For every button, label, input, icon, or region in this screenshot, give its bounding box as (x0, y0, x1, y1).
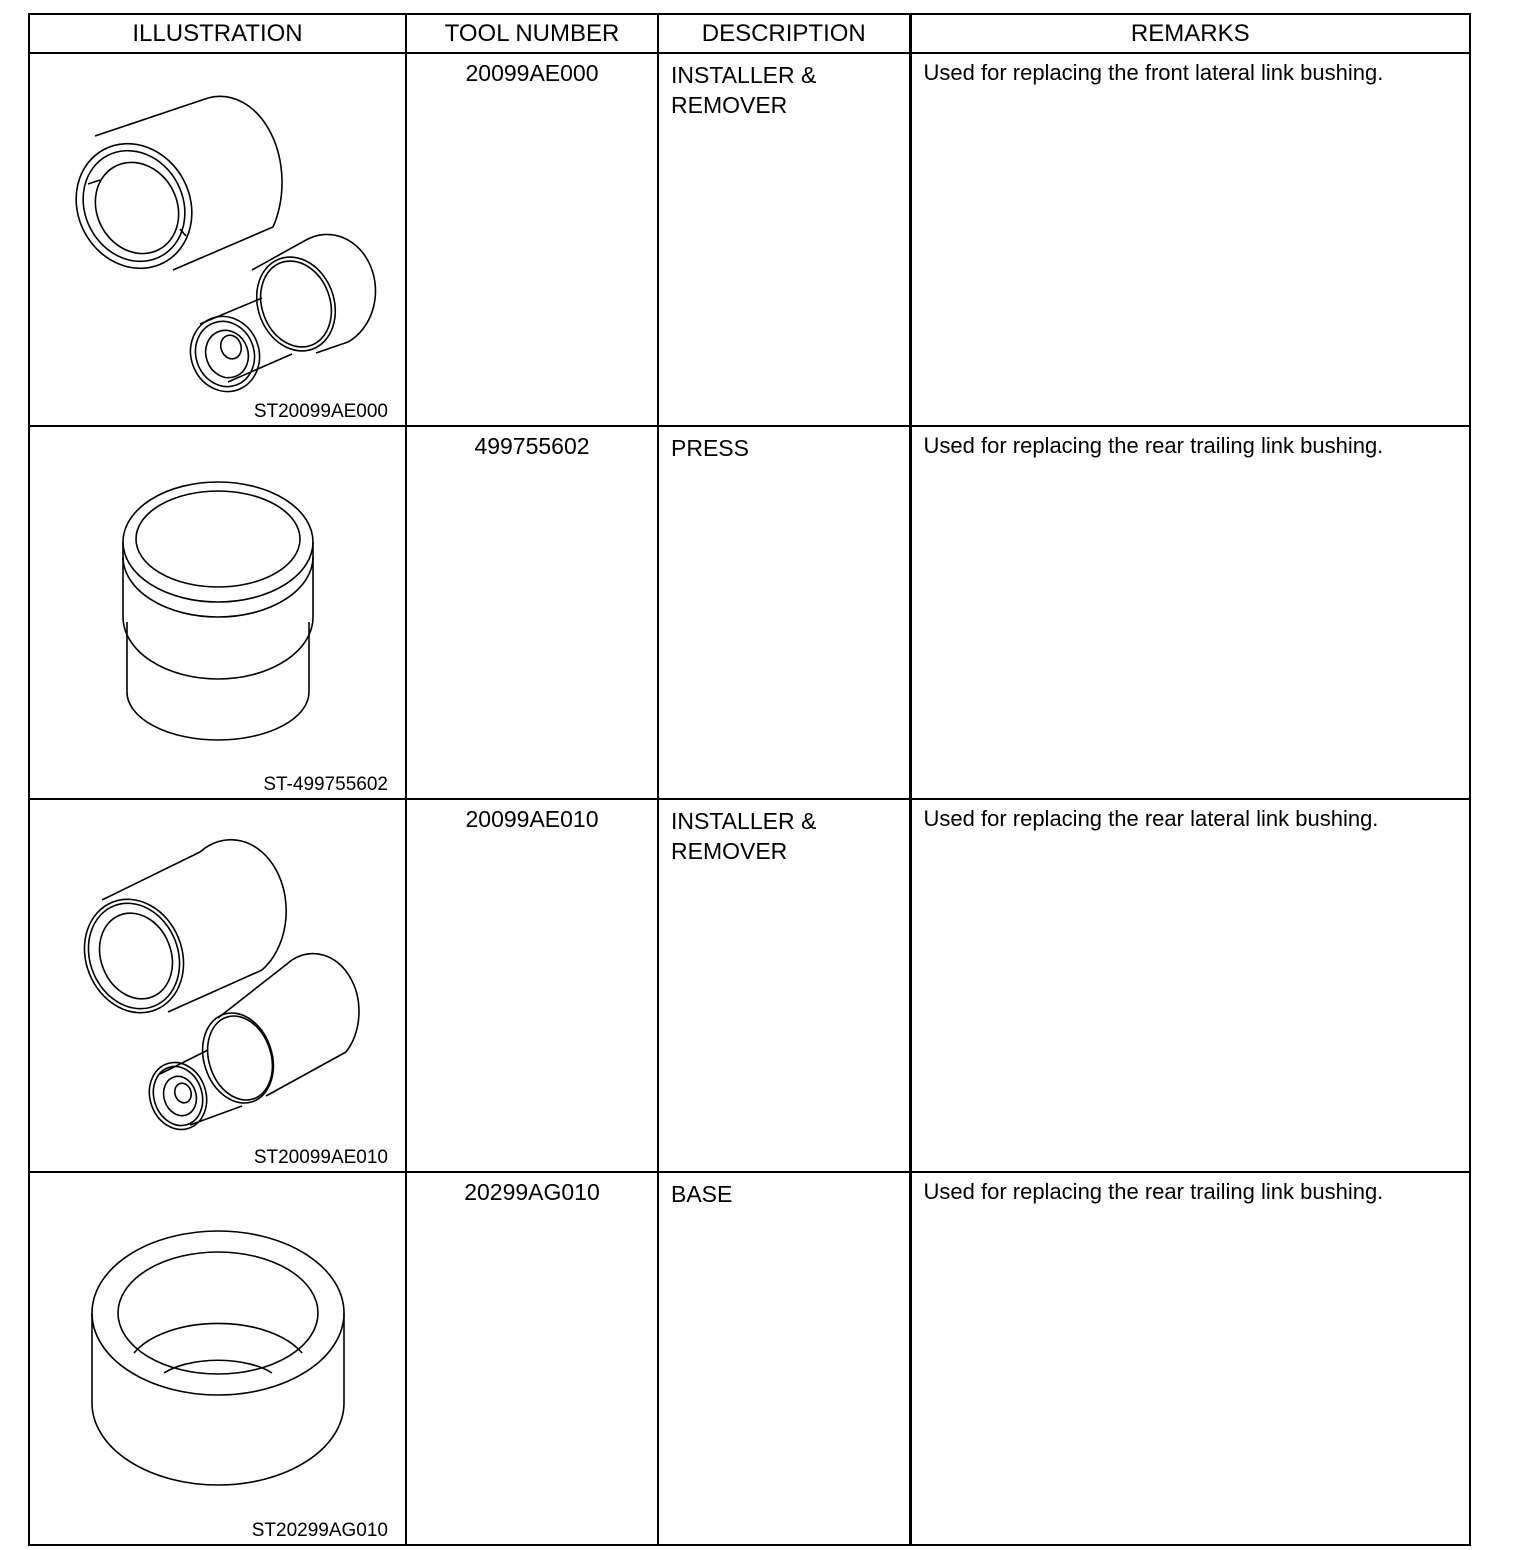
header-tool-number: TOOL NUMBER (406, 14, 658, 53)
table-row (29, 799, 1470, 1172)
tool-number: 20299AG010 (406, 1172, 658, 1545)
illustration-code: ST20099AE000 (253, 401, 388, 422)
illustration-cell (29, 53, 406, 426)
base-ring-icon (30, 1173, 407, 1538)
header-illustration: ILLUSTRATION (29, 14, 406, 53)
tool-number: 499755602 (406, 426, 658, 799)
table-row (29, 426, 1470, 799)
tool-number: 20099AE010 (406, 799, 658, 1172)
header-description: DESCRIPTION (658, 14, 910, 53)
illustration-code: ST20299AG010 (251, 1520, 388, 1541)
description: BASE (658, 1172, 910, 1545)
remarks: Used for replacing the rear trailing link bushing. (910, 426, 1470, 799)
description: PRESS (658, 426, 910, 799)
press-cylinder-icon (30, 427, 407, 792)
table-row (29, 53, 1470, 426)
illustration-cell (29, 426, 406, 799)
description: INSTALLER & REMOVER (658, 799, 910, 1172)
illustration-cell (29, 1172, 406, 1545)
installer-remover-set-icon (30, 800, 407, 1165)
installer-remover-set-icon (30, 54, 407, 419)
illustration-cell (29, 799, 406, 1172)
remarks: Used for replacing the rear trailing link bushing. (910, 1172, 1470, 1545)
illustration-code: ST-499755602 (263, 774, 388, 795)
remarks: Used for replacing the rear lateral link bushing. (910, 799, 1470, 1172)
special-tools-table (28, 13, 1471, 1546)
header-remarks: REMARKS (910, 14, 1470, 53)
remarks: Used for replacing the front lateral link bushing. (910, 53, 1470, 426)
illustration-code: ST20099AE010 (253, 1147, 388, 1168)
tool-number: 20099AE000 (406, 53, 658, 426)
description: INSTALLER & REMOVER (658, 53, 910, 426)
table-row (29, 1172, 1470, 1545)
header-row (29, 14, 1470, 53)
